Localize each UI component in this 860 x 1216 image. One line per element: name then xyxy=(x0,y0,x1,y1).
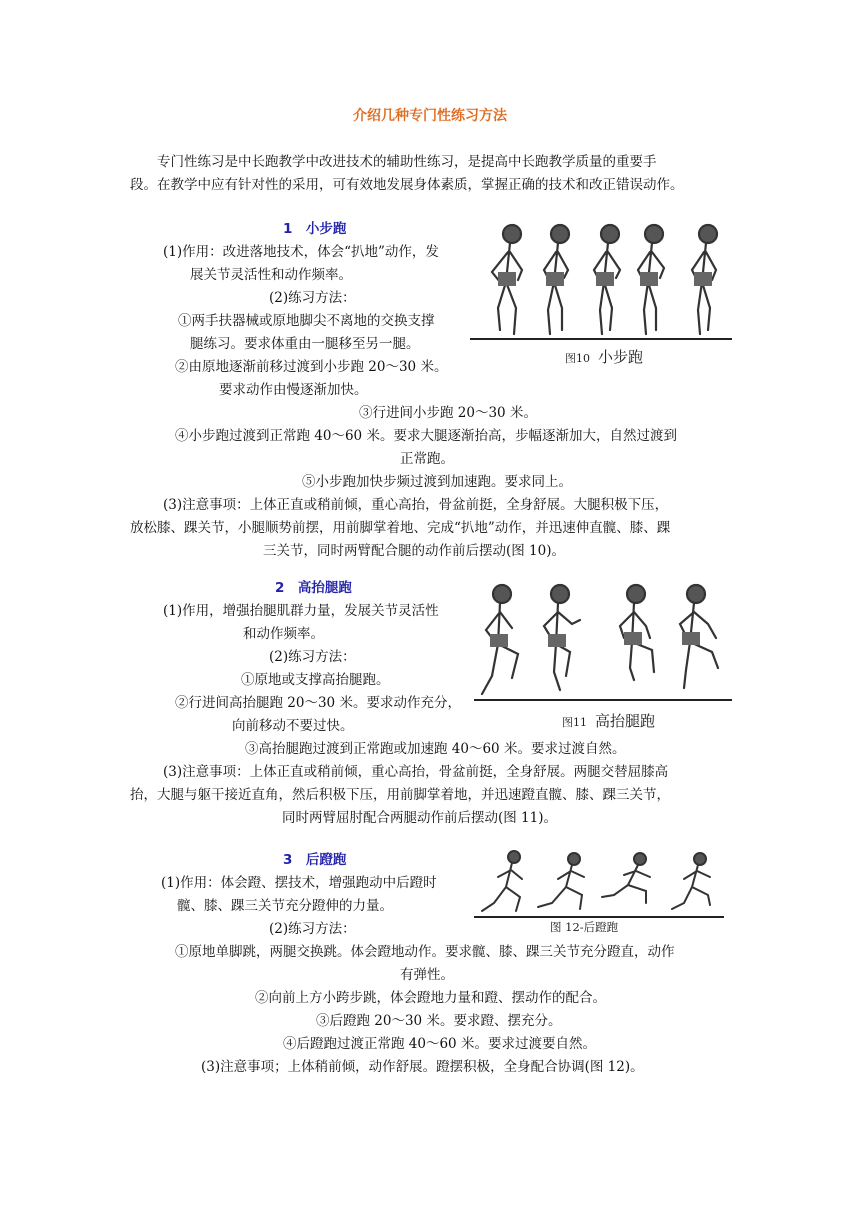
s3-purpose-line-2: 髋、膝、踝三关节充分蹬伸的力量。 xyxy=(177,898,393,914)
figure-number: 图11 xyxy=(562,716,587,729)
s3-purpose-line-1: (1)作用：体会蹬、摆技术，增强跑动中后蹬时 xyxy=(161,875,437,891)
s2-notes-line-2: 抬，大腿与躯干接近直角，然后积极下压，用前脚掌着地，并迅速蹬直髋、膝、踝三关节， xyxy=(130,787,670,803)
s1-method-1a: ①两手扶器械或原地脚尖不离地的交换支撑 xyxy=(178,313,435,329)
figure-name: 小步跑 xyxy=(598,348,644,366)
runner-figure xyxy=(594,225,620,334)
figure-10-small-step-run xyxy=(470,212,732,372)
s2-method-2b: 向前移动不要过快。 xyxy=(232,718,354,734)
figure-number: 图10 xyxy=(565,352,590,365)
s2-notes-line-1: (3)注意事项：上体正直或稍前倾，重心高抬，骨盆前挺，全身舒展。两腿交替屈膝高 xyxy=(163,764,669,780)
s3-method-4: ④后蹬跑过渡正常跑 40～60 米。要求过渡要自然。 xyxy=(283,1036,596,1052)
runner-figure xyxy=(692,225,717,334)
figure-11-caption xyxy=(562,710,655,731)
s3-notes-line-1: (3)注意事项；上体稍前倾，动作舒展。蹬摆积极，全身配合协调(图 12)。 xyxy=(201,1059,644,1075)
runner-figure xyxy=(544,585,580,690)
s1-purpose-line-2: 展关节灵活性和动作频率。 xyxy=(190,267,352,283)
runner-figure xyxy=(680,585,718,688)
s1-notes-line-2: 放松膝、踝关节，小腿顺势前摆，用前脚掌着地、完成“扒地”动作，并迅速伸直髋、膝、踝 xyxy=(130,520,671,536)
s2-method-3: ③高抬腿跑过渡到正常跑或加速跑 40～60 米。要求过渡自然。 xyxy=(245,741,626,757)
figure-name: 高抬腿跑 xyxy=(595,712,656,730)
s3-method-1b: 有弹性。 xyxy=(400,967,454,983)
runner-figure xyxy=(482,851,522,911)
runner-figure xyxy=(620,585,654,680)
figure-11-high-knee-run xyxy=(474,572,732,734)
s3-method-label: (2)练习方法： xyxy=(269,921,356,937)
intro-line-2: 段。在教学中应有针对性的采用，可有效地发展身体素质，掌握正确的技术和改正错误动作。 xyxy=(130,177,684,193)
s1-method-5: ⑤小步跑加快步频过渡到加速跑。要求同上。 xyxy=(302,474,572,490)
runner-figure xyxy=(672,853,710,909)
s2-purpose-line-2: 和动作频率。 xyxy=(243,626,324,642)
s2-method-label: (2)练习方法： xyxy=(269,649,356,665)
s2-method-2a: ②行进间高抬腿跑 20～30 米。要求动作充分， xyxy=(175,695,461,711)
s1-notes-line-3: 三关节，同时两臂配合腿的动作前后摆动(图 10)。 xyxy=(263,543,566,559)
s2-notes-line-3: 同时两臂屈肘配合两腿动作前后摆动(图 11)。 xyxy=(282,810,558,826)
s1-method-4a: ④小步跑过渡到正常跑 40～60 米。要求大腿逐渐抬高，步幅逐渐加大，自然过渡到 xyxy=(175,428,677,444)
s1-method-2b: 要求动作由慢逐渐加快。 xyxy=(219,382,368,398)
s1-method-2a: ②由原地逐渐前移过渡到小步跑 20～30 米。 xyxy=(175,359,448,375)
runner-figure xyxy=(544,225,569,334)
section-2-heading: 2 高抬腿跑 xyxy=(275,580,352,596)
intro-line-1: 专门性练习是中长跑教学中改进技术的辅助性练习，是提高中长跑教学质量的重要手 xyxy=(157,154,657,170)
section-3-heading: 3 后蹬跑 xyxy=(283,852,347,868)
s3-method-1a: ①原地单脚跳，两腿交换跳。体会蹬地动作。要求髋、膝、踝三关节充分蹬直，动作 xyxy=(175,944,675,960)
figure-10-caption xyxy=(565,346,643,367)
runner-figure xyxy=(492,225,522,334)
figure-12-bounding-run xyxy=(474,845,724,935)
s2-purpose-line-1: (1)作用，增强抬腿肌群力量，发展关节灵活性 xyxy=(163,603,439,619)
runner-figure xyxy=(538,853,584,909)
runner-figure xyxy=(602,853,650,903)
s1-method-3: ③行进间小步跑 20～30 米。 xyxy=(359,405,537,421)
s3-method-3: ③后蹬跑 20～30 米。要求蹬、摆充分。 xyxy=(316,1013,562,1029)
s1-method-1b: 腿练习。要求体重由一腿移至另一腿。 xyxy=(190,336,420,352)
page-title: 介绍几种专门性练习方法 xyxy=(353,108,507,124)
s1-method-label: (2)练习方法： xyxy=(269,290,356,306)
runner-figure xyxy=(638,225,664,334)
s1-notes-line-1: (3)注意事项：上体正直或稍前倾，重心高抬，骨盆前挺，全身舒展。大腿积极下压， xyxy=(163,497,669,513)
s3-method-2: ②向前上方小跨步跳，体会蹬地力量和蹬、摆动作的配合。 xyxy=(255,990,606,1006)
intro-paragraph xyxy=(130,151,730,197)
runner-figure xyxy=(482,585,518,694)
s1-purpose-line-1: (1)作用：改进落地技术，体会“扒地”动作，发 xyxy=(163,244,439,260)
s2-method-1: ①原地或支撑高抬腿跑。 xyxy=(241,672,390,688)
s1-method-4b: 正常跑。 xyxy=(400,451,454,467)
section-1-heading: 1 小步跑 xyxy=(283,221,347,237)
figure-12-caption: 图 12-后蹬跑 xyxy=(550,920,619,934)
